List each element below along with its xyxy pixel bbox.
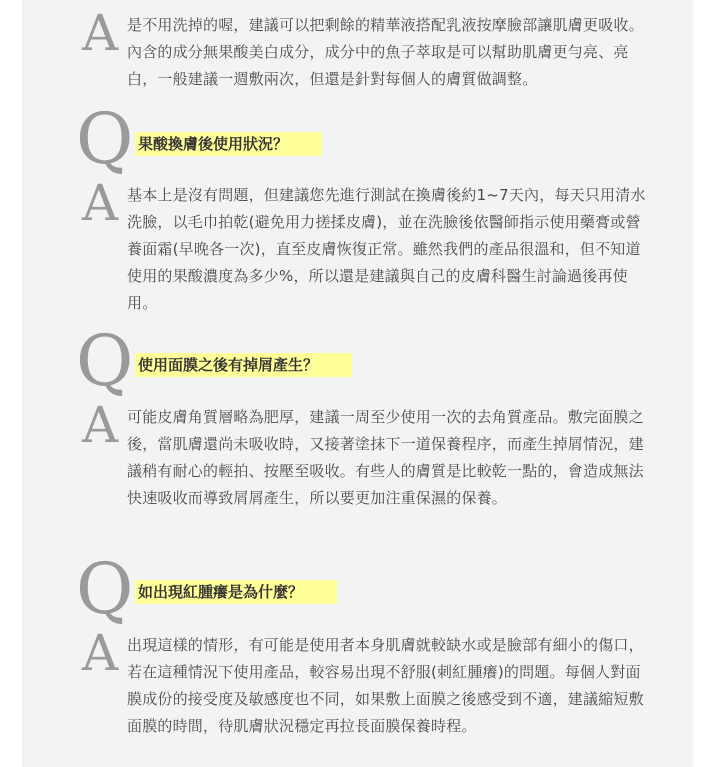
question-heading: 果酸換膚後使用狀況？	[135, 132, 322, 156]
question-marker: Q	[76, 320, 134, 402]
answer-text: 可能皮膚角質層略為肥厚，建議一周至少使用一次的去角質產品。敷完面膜之後，當肌膚還尚未吸收時，又接著塗抹下一道保養程序，而產生掉屑情況，建議稍有耐心的輕拍、按壓至吸收。有些人的膚質是比較乾一點的，會造成無法快速吸收而導致屑屑產生，所以要更加注重保濕的保養。	[127, 408, 644, 507]
answer-marker: A	[81, 174, 119, 232]
question-heading: 使用面膜之後有掉屑產生？	[135, 353, 352, 377]
question-marker: Q	[76, 548, 134, 630]
question-marker: Q	[76, 98, 134, 180]
answer-marker: A	[81, 4, 119, 62]
answer-text: 基本上是沒有問題，但建議您先進行測試在換膚後約1~7天內，每天只用清水洗臉，以毛巾拍乾(避免用力搓揉皮膚)，並在洗臉後依醫師指示使用藥膏或營養面霜(早晚各一次)，直至皮膚恢復正常。雖然我們的產品很溫和，但不知道使用的果酸濃度為多少%，所以還是建議與自己的皮膚科醫生討論過後再使用。	[127, 186, 646, 312]
answer-text: 是不用洗掉的喔，建議可以把剩餘的精華液搭配乳液按摩臉部讓肌膚更吸收。內含的成分無果酸美白成分，成分中的魚子萃取是可以幫助肌膚更勻亮、亮白，一般建議一週敷兩次，但還是針對每個人的膚質做調整。	[127, 16, 644, 88]
question-heading: 如出現紅腫癢是為什麼？	[135, 580, 337, 604]
answer-marker: A	[81, 624, 119, 682]
answer-marker: A	[81, 396, 119, 454]
answer-text: 出現這樣的情形，有可能是使用者本身肌膚就較缺水或是臉部有細小的傷口，若在這種情況下使用產品，較容易出現不舒服(刺紅腫癢)的問題。每個人對面膜成份的接受度及敏感度也不同，如果敷上面膜之後感受到不適，建議縮短敷面膜的時間，待肌膚狀況穩定再拉長面膜保養時程。	[127, 636, 644, 735]
